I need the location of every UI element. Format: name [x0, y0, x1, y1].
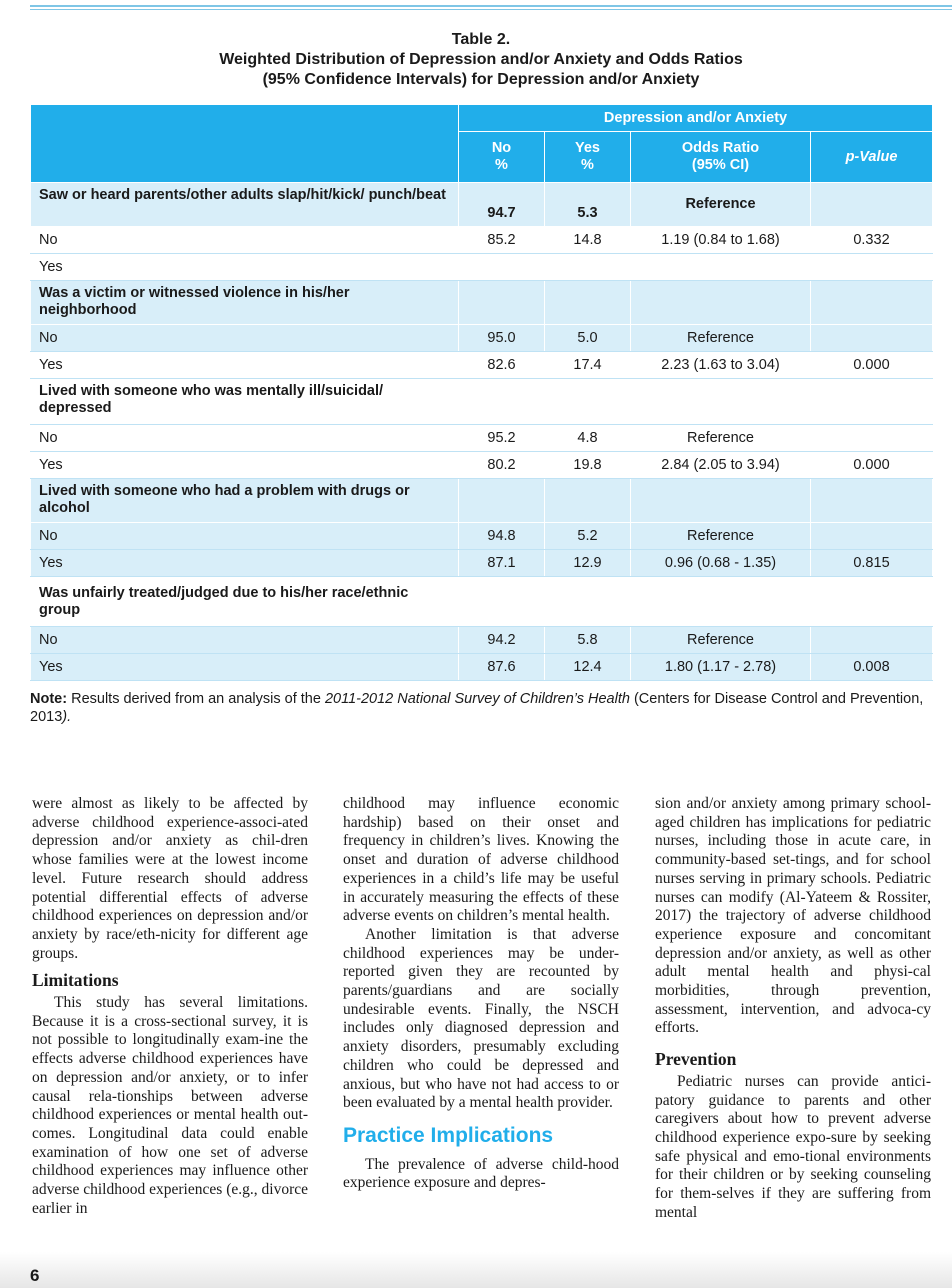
row-label: Saw or heard parents/other adults slap/hit/kick/ punch/beat — [31, 183, 459, 227]
cell-p-value: 0.332 — [811, 227, 933, 254]
paragraph: This study has several limitations. Because it is a cross-sectional survey, it is not possible to longitudinally exam-ine the effects adverse childhood experiences have on depression and/or anxiety, or to infer causal rela-tionships between adverse childhood experiences or mental health out-comes. Longitudinal data could enable examination of how one set of adverse childhood experiences may influence other adverse childhood experiences (e.g., divorce earlier in — [32, 994, 308, 1217]
table-row — [31, 627, 933, 654]
text-column-1 — [32, 795, 308, 1218]
paragraph: The prevalence of adverse child-hood experience exposure and depres- — [343, 1155, 619, 1192]
row-label: Yes — [31, 352, 459, 379]
cell-yes — [545, 379, 631, 425]
cell-odds-ratio — [631, 281, 811, 325]
cell-odds-ratio: 2.84 (2.05 to 3.94) — [631, 452, 811, 479]
practice-implications-heading: Practice Implications — [343, 1123, 554, 1147]
table-row — [31, 452, 933, 479]
table-row — [31, 654, 933, 681]
paragraph: were almost as likely to be affected by adverse childhood experience-associ-ated depression and/or anxiety as chil-dren whose families were at the lowest income level. Future research should address potential differential effects of adverse childhood experiences on depression and/or anxiety by race/eth-nicity for different age groups. — [32, 795, 308, 962]
table-row — [31, 227, 933, 254]
note-close: ). — [62, 709, 72, 725]
cell-p-value — [811, 281, 933, 325]
cell-yes: 12.4 — [545, 654, 631, 681]
table-row — [31, 183, 933, 227]
cell-no: 87.6 — [459, 654, 545, 681]
cell-no: 94.7 — [459, 183, 545, 227]
cell-p-value — [811, 379, 933, 425]
paragraph: childhood may influence economic hardship) based on their onset and frequency in children’s lives. Knowing the onset and duration of adverse childhood experiences in a child’s life may be useful in accurately measuring the effects of these adverse events on children’s mental health. — [343, 795, 619, 925]
cell-odds-ratio — [631, 254, 811, 281]
cell-p-value — [811, 183, 933, 227]
cell-no: 87.1 — [459, 550, 545, 577]
row-label: Yes — [31, 254, 459, 281]
row-label: Was a victim or witnessed violence in his/her neighborhood — [31, 281, 459, 325]
table-row — [31, 281, 933, 325]
table-row — [31, 550, 933, 577]
header-p-value: p-Value — [811, 132, 933, 183]
cell-odds-ratio: Reference — [631, 425, 811, 452]
note-text: Results derived from an analysis of the — [71, 691, 321, 707]
cell-p-value: 0.000 — [811, 352, 933, 379]
cell-yes — [545, 254, 631, 281]
cell-odds-ratio: 1.80 (1.17 - 2.78) — [631, 654, 811, 681]
note-survey-title: 2011-2012 National Survey of Children’s Health — [324, 691, 630, 707]
cell-yes: 5.2 — [545, 523, 631, 550]
table-row — [31, 577, 933, 627]
cell-yes — [545, 577, 631, 627]
note-label: Note: — [30, 691, 68, 707]
table-row — [31, 352, 933, 379]
top-rule-thin — [30, 9, 952, 10]
row-label: Yes — [31, 654, 459, 681]
header-group: Depression and/or Anxiety — [459, 105, 933, 132]
prevention-heading: Prevention — [655, 1049, 737, 1070]
paragraph: sion and/or anxiety among primary school-aged children has implications for pediatric nurses, including those in acute care, in community-based set-tings, and for school nurses serving in primary schools. Pediatric nurses can modify (Al-Yateem & Rossiter, 2017) the trajectory of adverse childhood experience exposure and concomitant depression and/or anxiety, as well as other adult mental health and physi-cal morbidities, through prevention, assessment, intervention, and advoca-cy efforts. — [655, 795, 931, 1037]
row-label: No — [31, 425, 459, 452]
cell-no — [459, 577, 545, 627]
table-title-line2: (95% Confidence Intervals) for Depression and/or Anxiety — [262, 71, 700, 88]
row-label: No — [31, 227, 459, 254]
cell-p-value — [811, 254, 933, 281]
page-number: 6 — [30, 1266, 40, 1285]
cell-no: 94.8 — [459, 523, 545, 550]
table-row — [31, 254, 933, 281]
cell-p-value — [811, 425, 933, 452]
cell-p-value — [811, 577, 933, 627]
table-row — [31, 523, 933, 550]
cell-odds-ratio — [631, 577, 811, 627]
cell-no — [459, 254, 545, 281]
table-row — [31, 325, 933, 352]
cell-yes: 5.8 — [545, 627, 631, 654]
table-row — [31, 479, 933, 523]
cell-no — [459, 281, 545, 325]
cell-yes: 14.8 — [545, 227, 631, 254]
cell-odds-ratio: Reference — [631, 627, 811, 654]
row-label: No — [31, 523, 459, 550]
table-row — [31, 379, 933, 425]
text-column-3 — [655, 795, 931, 1222]
paragraph: Pediatric nurses can provide antici-patory guidance to parents and other caregivers about how to prevent adverse childhood experience expo-sure by seeking safe physical and emo-tional environments for their children or by seeking counseling for them-selves if they are suffering from mental — [655, 1072, 931, 1221]
paragraph: Another limitation is that adverse childhood experiences may be under-reported given they are recounted by parents/guardians and are socially undesirable events. Finally, the NSCH includes only diagnosed depression and anxiety disorders, presumably excluding children who could be depressed and anxious, but who have not had access to or been evaluated by a mental health provider. — [343, 925, 619, 1112]
limitations-heading: Limitations — [32, 970, 119, 991]
table-caption — [30, 30, 932, 90]
cell-odds-ratio — [631, 479, 811, 523]
cell-yes: 5.3 — [545, 183, 631, 227]
cell-p-value: 0.815 — [811, 550, 933, 577]
cell-p-value — [811, 627, 933, 654]
row-label: No — [31, 627, 459, 654]
cell-no: 94.2 — [459, 627, 545, 654]
table-title-line1: Weighted Distribution of Depression and/or Anxiety and Odds Ratios — [219, 51, 743, 68]
table-row — [31, 425, 933, 452]
row-label: Yes — [31, 452, 459, 479]
header-blank — [31, 105, 459, 183]
cell-p-value: 0.000 — [811, 452, 933, 479]
cell-yes: 5.0 — [545, 325, 631, 352]
cell-yes: 17.4 — [545, 352, 631, 379]
cell-yes — [545, 479, 631, 523]
header-yes: Yes % — [545, 132, 631, 183]
cell-no: 85.2 — [459, 227, 545, 254]
cell-odds-ratio: Reference — [631, 523, 811, 550]
cell-odds-ratio: 1.19 (0.84 to 1.68) — [631, 227, 811, 254]
cell-no — [459, 379, 545, 425]
cell-odds-ratio — [631, 379, 811, 425]
cell-no — [459, 479, 545, 523]
row-label: Was unfairly treated/judged due to his/her race/ethnic group — [31, 577, 459, 627]
note-citation: (Centers for Disease Control and Prevention, 2013 — [30, 691, 924, 725]
table-number: Table 2. — [451, 31, 511, 48]
cell-yes: 12.9 — [545, 550, 631, 577]
cell-p-value: 0.008 — [811, 654, 933, 681]
page-footer — [0, 1252, 952, 1288]
cell-no: 95.2 — [459, 425, 545, 452]
cell-no: 82.6 — [459, 352, 545, 379]
odds-ratio-table — [30, 104, 933, 681]
table-note — [30, 690, 934, 726]
row-label: Yes — [31, 550, 459, 577]
cell-p-value — [811, 523, 933, 550]
row-label: Lived with someone who was mentally ill/suicidal/ depressed — [31, 379, 459, 425]
cell-yes: 4.8 — [545, 425, 631, 452]
top-rule — [30, 5, 952, 7]
header-no: No % — [459, 132, 545, 183]
row-label: No — [31, 325, 459, 352]
row-label: Lived with someone who had a problem with drugs or alcohol — [31, 479, 459, 523]
cell-no: 95.0 — [459, 325, 545, 352]
header-odds-ratio: Odds Ratio (95% CI) — [631, 132, 811, 183]
cell-yes — [545, 281, 631, 325]
cell-no: 80.2 — [459, 452, 545, 479]
cell-odds-ratio: Reference — [631, 183, 811, 227]
cell-p-value — [811, 325, 933, 352]
cell-odds-ratio: 0.96 (0.68 - 1.35) — [631, 550, 811, 577]
cell-yes: 19.8 — [545, 452, 631, 479]
cell-p-value — [811, 479, 933, 523]
cell-odds-ratio: 2.23 (1.63 to 3.04) — [631, 352, 811, 379]
text-column-2 — [343, 795, 619, 1193]
cell-odds-ratio: Reference — [631, 325, 811, 352]
